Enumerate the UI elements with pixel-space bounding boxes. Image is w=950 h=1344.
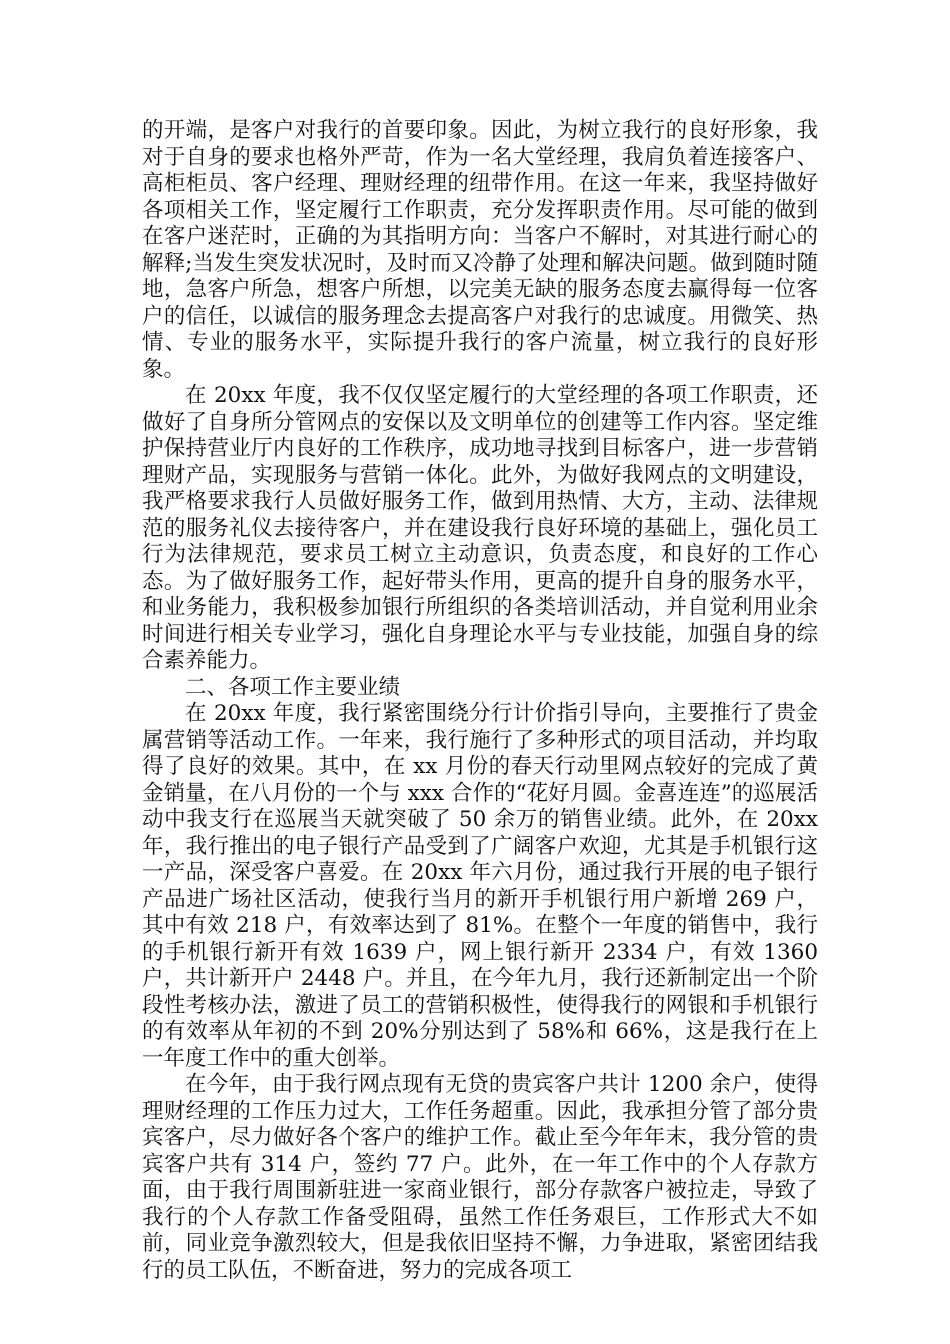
document-page (142, 118, 818, 1284)
paragraph-vip-clients: 在今年，由于我行网点现有无贷的贵宾客户共计 1200 余户，使得理财经理的工作压力过大，工作任务超重。因此，我承担分管了部分贵宾客户，尽力做好各个客户的维护工作。截止至今年年末，我分管的贵宾客户共有 314 户，签约 77 户。此外，在一年工作中的个人存款方面，由于我行周围新驻进一家商业银行，部分存款客户被拉走，导致了我行的个人存款工作备受阻碍，虽然工作任务艰巨，工作形式大不如前，同业竞争激烈较大，但是我依旧坚持不懈，力争进取，紧密团结我行的员工队伍，不断奋进，努力的完成各项工 (142, 1072, 818, 1283)
section-heading: 二、各项工作主要业绩 (185, 674, 401, 700)
paragraph-duties: 在 20xx 年度，我不仅仅坚定履行的大堂经理的各项工作职责，还做好了自身所分管网点的安保以及文明单位的创建等工作内容。坚定维护保持营业厅内良好的工作秩序，成功地寻找到目标客户，进一步营销理财产品，实现服务与营销一体化。此外，为做好我网点的文明建设，我严格要求我行人员做好服务工作，做到用热情、大方，主动、法律规范的服务礼仪去接待客户，并在建设我行良好环境的基础上，强化员工行为法律规范，要求员工树立主动意识，负责态度，和良好的工作心态。为了做好服务工作，起好带头作用，更高的提升自身的服务水平，和业务能力，我积极参加银行所组织的各类培训活动，并自觉利用业余时间进行相关专业学习，强化自身理论水平与专业技能，加强自身的综合素养能力。 (142, 383, 818, 673)
paragraph-continuation: 的开端，是客户对我行的首要印象。因此，为树立我行的良好形象，我对于自身的要求也格外严苛，作为一名大堂经理，我肩负着连接客户、高柜柜员、客户经理、理财经理的纽带作用。在这一年来，我坚持做好各项相关工作，坚定履行工作职责，充分发挥职责作用。尽可能的做到在客户迷茫时，正确的为其指明方向：当客户不解时，对其进行耐心的解释;当发生突发状况时，及时而又冷静了处理和解决问题。做到随时随地，急客户所急，想客户所想，以完美无缺的服务态度去赢得每一位客户的信任，以诚信的服务理念去提高客户对我行的忠诚度。用微笑、热情、专业的服务水平，实际提升我行的客户流量，树立我行的良好形象。 (142, 118, 818, 382)
paragraph-achievements: 在 20xx 年度，我行紧密围绕分行计价指引导向，主要推行了贵金属营销等活动工作。一年来，我行施行了多种形式的项目活动，并均取得了良好的效果。其中，在 xx 月份的春天行动里网点较好的完成了黄金销量，在八月份的一个与 xxx 合作的“花好月圆。金喜连连”的巡展活动中我支行在巡展当天就突破了 50 余万的销售业绩。此外，在 20xx 年，我行推出的电子银行产品受到了广阔客户欢迎，尤其是手机银行这一产品，深受客户喜爱。在 20xx 年六月份，通过我行开展的电子银行产品进广场社区活动，使我行当月的新开手机银行用户新增 269 户，其中有效 218 户，有效率达到了 81%。在整个一年度的销售中，我行的手机银行新开有效 1639 户，网上银行新开 2334 户，有效 1360 户，共计新开户 2448 户。并且，在今年九月，我行还新制定出一个阶段性考核办法，激进了员工的营销积极性，使得我行的网银和手机银行的有效率从年初的不到 20%分别达到了 58%和 66%，这是我行在上一年度工作中的重大创举。 (142, 701, 818, 1071)
